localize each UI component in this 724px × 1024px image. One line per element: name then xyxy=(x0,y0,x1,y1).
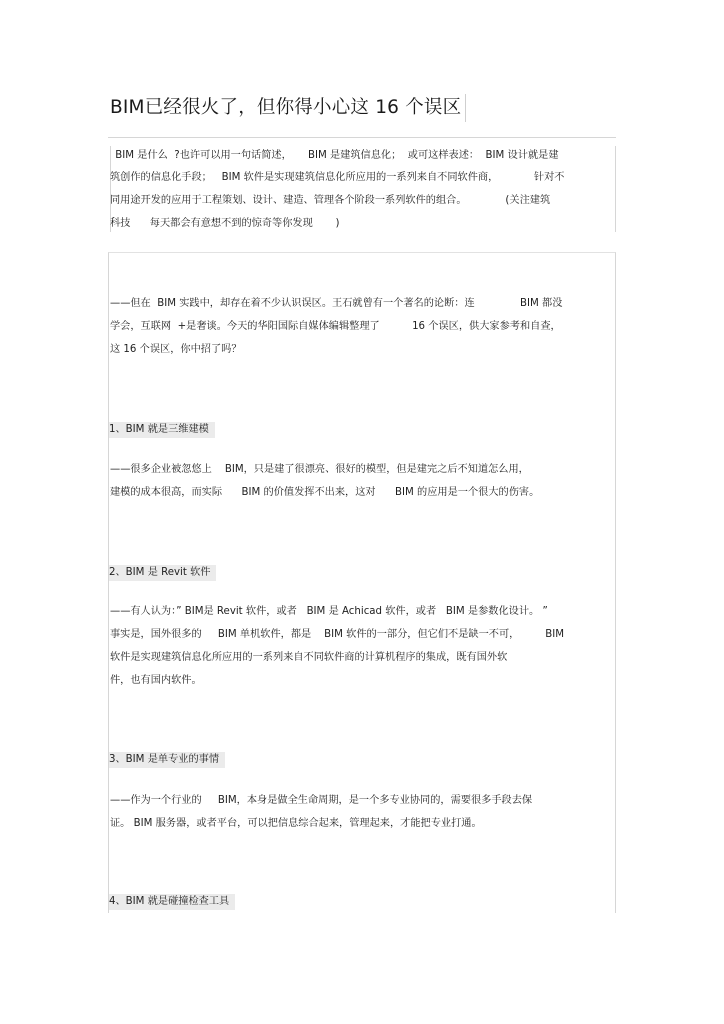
body-paragraph-line: 这 16 个误区，你中招了吗？ xyxy=(110,344,242,355)
body-paragraph-line: 件，也有国内软件。 xyxy=(110,675,202,686)
page-title: BIM已经很火了，但你得小心这 16 个误区 xyxy=(110,94,466,122)
intro-line: BIM 是什么 ?也许可以用一句话简述， BIM 是建筑信息化； 或可这样表述： BIM 设计就是建 xyxy=(112,150,559,161)
body-paragraph-line: ——作为一个行业的 BIM，本身是做全生命周期，是一个多专业协同的，需要很多手段去保 xyxy=(110,795,533,806)
section-heading-1: 1、BIM 就是三维建模 xyxy=(109,422,215,438)
body-paragraph-line: 软件是实现建筑信息化所应用的一系列来自不同软件商的计算机程序的集成，既有国外软 xyxy=(110,652,508,663)
intro-line: 科技 每天都会有意想不到的惊奇等你发现 ) xyxy=(110,218,340,229)
body-paragraph-line: 学会，互联网 +是奢谈。今天的华阳国际自媒体编辑整理了 16 个误区，供大家参考和自查， xyxy=(110,321,561,332)
intro-line: 筑创作的信息化手段； BIM 软件是实现建筑信息化所应用的一系列来自不同软件商， 针对不 xyxy=(110,172,565,183)
section-heading-2: 2、BIM 是 Revit 软件 xyxy=(109,565,216,581)
body-paragraph-line: ——有人认为：” BIM是 Revit 软件，或者 BIM 是 Achicad 软件，或者 BIM 是参数化设计。 ” xyxy=(110,606,548,617)
body-paragraph-line: ——但在 BIM 实践中，却存在着不少认识误区。王石就曾有一个著名的论断：连 BIM 都没 xyxy=(110,298,563,309)
title-divider xyxy=(108,137,616,138)
intro-line: 同用途开发的应用于工程策划、设计、建造、管理各个阶段一系列软件的组合。 (关注建筑 xyxy=(110,195,551,206)
section-heading-4: 4、BIM 就是碰撞检查工具 xyxy=(109,894,235,910)
body-paragraph-line: 建模的成本很高，而实际 BIM 的价值发挥不出来，这对 BIM 的应用是一个很大的伤害。 xyxy=(110,487,540,498)
body-paragraph-line: 证。 BIM 服务器，或者平台，可以把信息综合起来，管理起来，才能把专业打通。 xyxy=(110,818,482,829)
section-heading-3: 3、BIM 是单专业的事情 xyxy=(109,752,225,768)
body-paragraph-line: ——很多企业被忽悠上 BIM，只是建了很漂亮、很好的模型，但是建完之后不知道怎么用， xyxy=(110,464,529,475)
body-paragraph-line: 事实是，国外很多的 BIM 单机软件，都是 BIM 软件的一部分，但它们不是缺一不可， BIM xyxy=(110,629,565,640)
